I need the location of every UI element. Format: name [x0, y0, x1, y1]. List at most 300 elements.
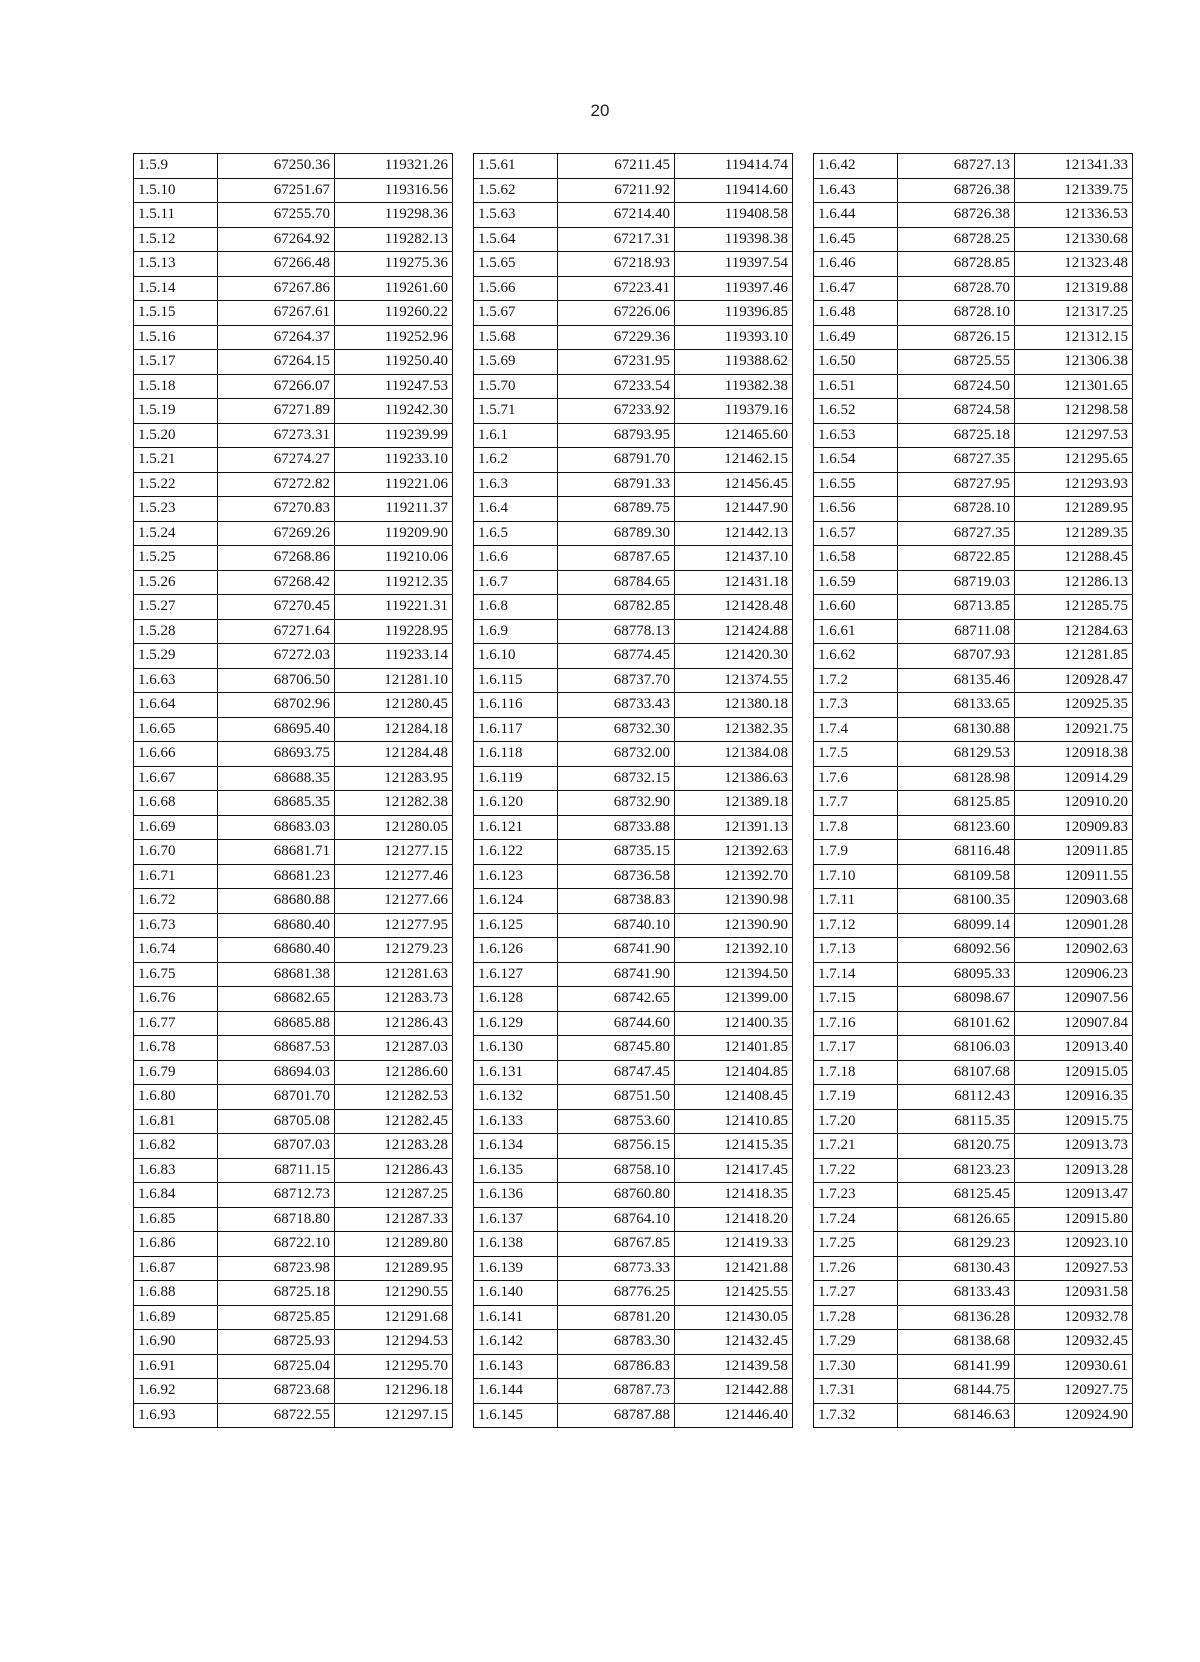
x-coordinate-cell: 68129.23	[898, 1232, 1015, 1257]
y-coordinate-cell: 121336.53	[1015, 203, 1133, 228]
point-id-cell: 1.6.117	[474, 717, 558, 742]
x-coordinate-cell: 67272.03	[218, 644, 335, 669]
table-row	[474, 546, 793, 571]
y-coordinate-cell: 119393.10	[675, 325, 793, 350]
x-coordinate-cell: 68146.63	[898, 1403, 1015, 1428]
point-id-cell: 1.6.91	[134, 1354, 218, 1379]
y-coordinate-cell: 120918.38	[1015, 742, 1133, 767]
x-coordinate-cell: 68725.18	[218, 1281, 335, 1306]
coordinate-table-1	[133, 153, 453, 1428]
point-id-cell: 1.6.66	[134, 742, 218, 767]
y-coordinate-cell: 120913.47	[1015, 1183, 1133, 1208]
x-coordinate-cell: 68136.28	[898, 1305, 1015, 1330]
point-id-cell: 1.7.20	[814, 1109, 898, 1134]
point-id-cell: 1.6.123	[474, 864, 558, 889]
point-id-cell: 1.5.63	[474, 203, 558, 228]
table-row	[474, 252, 793, 277]
table-row	[474, 791, 793, 816]
x-coordinate-cell: 68123.60	[898, 815, 1015, 840]
x-coordinate-cell: 68133.43	[898, 1281, 1015, 1306]
y-coordinate-cell: 121404.85	[675, 1060, 793, 1085]
x-coordinate-cell: 68135.46	[898, 668, 1015, 693]
x-coordinate-cell: 67271.64	[218, 619, 335, 644]
table-row	[134, 1305, 453, 1330]
point-id-cell: 1.6.127	[474, 962, 558, 987]
y-coordinate-cell: 121382.35	[675, 717, 793, 742]
point-id-cell: 1.7.3	[814, 693, 898, 718]
x-coordinate-cell: 67268.86	[218, 546, 335, 571]
y-coordinate-cell: 121297.53	[1015, 423, 1133, 448]
table-row	[134, 423, 453, 448]
y-coordinate-cell: 119282.13	[335, 227, 453, 252]
x-coordinate-cell: 67217.31	[558, 227, 675, 252]
point-id-cell: 1.6.72	[134, 889, 218, 914]
y-coordinate-cell: 119210.06	[335, 546, 453, 571]
point-id-cell: 1.6.136	[474, 1183, 558, 1208]
table-row	[134, 1207, 453, 1232]
point-id-cell: 1.6.51	[814, 374, 898, 399]
x-coordinate-cell: 68735.15	[558, 840, 675, 865]
x-coordinate-cell: 67267.86	[218, 276, 335, 301]
x-coordinate-cell: 68680.40	[218, 913, 335, 938]
table-row	[134, 497, 453, 522]
point-id-cell: 1.7.14	[814, 962, 898, 987]
y-coordinate-cell: 120906.23	[1015, 962, 1133, 987]
point-id-cell: 1.5.65	[474, 252, 558, 277]
x-coordinate-cell: 68789.75	[558, 497, 675, 522]
point-id-cell: 1.6.84	[134, 1183, 218, 1208]
point-id-cell: 1.5.9	[134, 154, 218, 179]
x-coordinate-cell: 68719.03	[898, 570, 1015, 595]
x-coordinate-cell: 68705.08	[218, 1109, 335, 1134]
y-coordinate-cell: 121442.88	[675, 1379, 793, 1404]
x-coordinate-cell: 67272.82	[218, 472, 335, 497]
table-row	[814, 497, 1133, 522]
x-coordinate-cell: 67255.70	[218, 203, 335, 228]
point-id-cell: 1.6.131	[474, 1060, 558, 1085]
y-coordinate-cell: 121418.35	[675, 1183, 793, 1208]
y-coordinate-cell: 120903.68	[1015, 889, 1133, 914]
table-row	[814, 1403, 1133, 1428]
table-row	[814, 693, 1133, 718]
y-coordinate-cell: 121284.63	[1015, 619, 1133, 644]
table-row	[814, 619, 1133, 644]
point-id-cell: 1.6.45	[814, 227, 898, 252]
y-coordinate-cell: 119211.37	[335, 497, 453, 522]
x-coordinate-cell: 68747.45	[558, 1060, 675, 1085]
y-coordinate-cell: 119321.26	[335, 154, 453, 179]
x-coordinate-cell: 68694.03	[218, 1060, 335, 1085]
table-row	[814, 864, 1133, 889]
point-id-cell: 1.5.25	[134, 546, 218, 571]
y-coordinate-cell: 121400.35	[675, 1011, 793, 1036]
table-row	[474, 1134, 793, 1159]
table-row	[134, 1232, 453, 1257]
y-coordinate-cell: 120921.75	[1015, 717, 1133, 742]
table-row	[134, 815, 453, 840]
y-coordinate-cell: 119414.74	[675, 154, 793, 179]
y-coordinate-cell: 121419.33	[675, 1232, 793, 1257]
x-coordinate-cell: 68776.25	[558, 1281, 675, 1306]
point-id-cell: 1.6.43	[814, 178, 898, 203]
y-coordinate-cell: 120909.83	[1015, 815, 1133, 840]
table-row	[474, 864, 793, 889]
point-id-cell: 1.7.27	[814, 1281, 898, 1306]
table-row	[474, 840, 793, 865]
coordinate-table-3	[813, 153, 1133, 1428]
y-coordinate-cell: 121442.13	[675, 521, 793, 546]
y-coordinate-cell: 121319.88	[1015, 276, 1133, 301]
table-row	[134, 1403, 453, 1428]
table-row	[134, 668, 453, 693]
table-row	[814, 1281, 1133, 1306]
table-row	[474, 962, 793, 987]
point-id-cell: 1.6.89	[134, 1305, 218, 1330]
point-id-cell: 1.6.118	[474, 742, 558, 767]
y-coordinate-cell: 120901.28	[1015, 913, 1133, 938]
y-coordinate-cell: 121282.45	[335, 1109, 453, 1134]
y-coordinate-cell: 121447.90	[675, 497, 793, 522]
table-row	[134, 203, 453, 228]
point-id-cell: 1.6.3	[474, 472, 558, 497]
y-coordinate-cell: 121290.55	[335, 1281, 453, 1306]
table-row	[814, 717, 1133, 742]
y-coordinate-cell: 120907.84	[1015, 1011, 1133, 1036]
table-row	[814, 1011, 1133, 1036]
x-coordinate-cell: 68728.10	[898, 301, 1015, 326]
x-coordinate-cell: 67267.61	[218, 301, 335, 326]
y-coordinate-cell: 121323.48	[1015, 252, 1133, 277]
y-coordinate-cell: 121285.75	[1015, 595, 1133, 620]
y-coordinate-cell: 121295.70	[335, 1354, 453, 1379]
x-coordinate-cell: 68693.75	[218, 742, 335, 767]
table-row	[134, 399, 453, 424]
y-coordinate-cell: 119379.16	[675, 399, 793, 424]
y-coordinate-cell: 121425.55	[675, 1281, 793, 1306]
table-row	[474, 497, 793, 522]
x-coordinate-cell: 68727.95	[898, 472, 1015, 497]
table-row	[474, 644, 793, 669]
table-row	[134, 472, 453, 497]
x-coordinate-cell: 68681.23	[218, 864, 335, 889]
x-coordinate-cell: 68744.60	[558, 1011, 675, 1036]
y-coordinate-cell: 119228.95	[335, 619, 453, 644]
table-row	[474, 1109, 793, 1134]
point-id-cell: 1.5.13	[134, 252, 218, 277]
point-id-cell: 1.6.56	[814, 497, 898, 522]
point-id-cell: 1.5.23	[134, 497, 218, 522]
y-coordinate-cell: 120915.05	[1015, 1060, 1133, 1085]
point-id-cell: 1.6.134	[474, 1134, 558, 1159]
x-coordinate-cell: 68712.73	[218, 1183, 335, 1208]
x-coordinate-cell: 68718.80	[218, 1207, 335, 1232]
y-coordinate-cell: 121289.35	[1015, 521, 1133, 546]
point-id-cell: 1.6.68	[134, 791, 218, 816]
table-row	[474, 1207, 793, 1232]
point-id-cell: 1.6.9	[474, 619, 558, 644]
y-coordinate-cell: 121317.25	[1015, 301, 1133, 326]
point-id-cell: 1.7.17	[814, 1036, 898, 1061]
point-id-cell: 1.6.93	[134, 1403, 218, 1428]
x-coordinate-cell: 68680.88	[218, 889, 335, 914]
x-coordinate-cell: 67211.45	[558, 154, 675, 179]
point-id-cell: 1.6.92	[134, 1379, 218, 1404]
y-coordinate-cell: 121456.45	[675, 472, 793, 497]
point-id-cell: 1.5.61	[474, 154, 558, 179]
y-coordinate-cell: 121291.68	[335, 1305, 453, 1330]
y-coordinate-cell: 121410.85	[675, 1109, 793, 1134]
table-row	[474, 938, 793, 963]
table-row	[474, 423, 793, 448]
x-coordinate-cell: 67266.48	[218, 252, 335, 277]
x-coordinate-cell: 68130.43	[898, 1256, 1015, 1281]
point-id-cell: 1.5.70	[474, 374, 558, 399]
y-coordinate-cell: 120931.58	[1015, 1281, 1133, 1306]
point-id-cell: 1.6.90	[134, 1330, 218, 1355]
x-coordinate-cell: 68130.88	[898, 717, 1015, 742]
table-row	[134, 448, 453, 473]
y-coordinate-cell: 120923.10	[1015, 1232, 1133, 1257]
x-coordinate-cell: 68756.15	[558, 1134, 675, 1159]
x-coordinate-cell: 67251.67	[218, 178, 335, 203]
x-coordinate-cell: 68727.35	[898, 521, 1015, 546]
y-coordinate-cell: 121446.40	[675, 1403, 793, 1428]
y-coordinate-cell: 121431.18	[675, 570, 793, 595]
y-coordinate-cell: 121286.43	[335, 1011, 453, 1036]
x-coordinate-cell: 68125.85	[898, 791, 1015, 816]
x-coordinate-cell: 68722.55	[218, 1403, 335, 1428]
table-row	[134, 791, 453, 816]
point-id-cell: 1.7.24	[814, 1207, 898, 1232]
x-coordinate-cell: 68128.98	[898, 766, 1015, 791]
x-coordinate-cell: 67264.37	[218, 325, 335, 350]
y-coordinate-cell: 119388.62	[675, 350, 793, 375]
table-row	[474, 1232, 793, 1257]
x-coordinate-cell: 67233.54	[558, 374, 675, 399]
x-coordinate-cell: 68738.83	[558, 889, 675, 914]
point-id-cell: 1.7.11	[814, 889, 898, 914]
table-row	[134, 350, 453, 375]
y-coordinate-cell: 121297.15	[335, 1403, 453, 1428]
y-coordinate-cell: 120932.78	[1015, 1305, 1133, 1330]
point-id-cell: 1.6.126	[474, 938, 558, 963]
point-id-cell: 1.5.22	[134, 472, 218, 497]
x-coordinate-cell: 68740.10	[558, 913, 675, 938]
x-coordinate-cell: 68741.90	[558, 962, 675, 987]
y-coordinate-cell: 121282.38	[335, 791, 453, 816]
point-id-cell: 1.6.83	[134, 1158, 218, 1183]
y-coordinate-cell: 121339.75	[1015, 178, 1133, 203]
y-coordinate-cell: 119298.36	[335, 203, 453, 228]
point-id-cell: 1.6.2	[474, 448, 558, 473]
table-row	[474, 301, 793, 326]
point-id-cell: 1.6.59	[814, 570, 898, 595]
x-coordinate-cell: 67223.41	[558, 276, 675, 301]
y-coordinate-cell: 121296.18	[335, 1379, 453, 1404]
y-coordinate-cell: 119233.10	[335, 448, 453, 473]
x-coordinate-cell: 68695.40	[218, 717, 335, 742]
point-id-cell: 1.6.79	[134, 1060, 218, 1085]
point-id-cell: 1.6.124	[474, 889, 558, 914]
table-row	[814, 374, 1133, 399]
y-coordinate-cell: 121424.88	[675, 619, 793, 644]
point-id-cell: 1.7.5	[814, 742, 898, 767]
table-row	[134, 840, 453, 865]
y-coordinate-cell: 121280.45	[335, 693, 453, 718]
x-coordinate-cell: 67250.36	[218, 154, 335, 179]
table-row	[134, 693, 453, 718]
x-coordinate-cell: 68123.23	[898, 1158, 1015, 1183]
y-coordinate-cell: 121430.05	[675, 1305, 793, 1330]
y-coordinate-cell: 121289.95	[1015, 497, 1133, 522]
y-coordinate-cell: 121374.55	[675, 668, 793, 693]
table-row	[814, 521, 1133, 546]
table-row	[814, 325, 1133, 350]
y-coordinate-cell: 121277.95	[335, 913, 453, 938]
point-id-cell: 1.6.75	[134, 962, 218, 987]
y-coordinate-cell: 121286.43	[335, 1158, 453, 1183]
point-id-cell: 1.6.44	[814, 203, 898, 228]
table-row	[134, 1256, 453, 1281]
table-row	[474, 1183, 793, 1208]
point-id-cell: 1.5.68	[474, 325, 558, 350]
x-coordinate-cell: 68707.93	[898, 644, 1015, 669]
table-row	[134, 1060, 453, 1085]
x-coordinate-cell: 68725.93	[218, 1330, 335, 1355]
point-id-cell: 1.7.25	[814, 1232, 898, 1257]
point-id-cell: 1.5.71	[474, 399, 558, 424]
y-coordinate-cell: 121439.58	[675, 1354, 793, 1379]
y-coordinate-cell: 119233.14	[335, 644, 453, 669]
x-coordinate-cell: 68125.45	[898, 1183, 1015, 1208]
x-coordinate-cell: 68764.10	[558, 1207, 675, 1232]
y-coordinate-cell: 121462.15	[675, 448, 793, 473]
x-coordinate-cell: 67270.45	[218, 595, 335, 620]
y-coordinate-cell: 121390.98	[675, 889, 793, 914]
point-id-cell: 1.6.49	[814, 325, 898, 350]
table-row	[134, 742, 453, 767]
x-coordinate-cell: 68782.85	[558, 595, 675, 620]
table-row	[474, 619, 793, 644]
point-id-cell: 1.7.13	[814, 938, 898, 963]
point-id-cell: 1.6.133	[474, 1109, 558, 1134]
point-id-cell: 1.7.12	[814, 913, 898, 938]
point-id-cell: 1.6.142	[474, 1330, 558, 1355]
x-coordinate-cell: 67264.15	[218, 350, 335, 375]
point-id-cell: 1.6.71	[134, 864, 218, 889]
point-id-cell: 1.7.16	[814, 1011, 898, 1036]
x-coordinate-cell: 68793.95	[558, 423, 675, 448]
point-id-cell: 1.5.15	[134, 301, 218, 326]
point-id-cell: 1.6.62	[814, 644, 898, 669]
point-id-cell: 1.7.32	[814, 1403, 898, 1428]
table-row	[474, 595, 793, 620]
x-coordinate-cell: 67268.42	[218, 570, 335, 595]
point-id-cell: 1.6.87	[134, 1256, 218, 1281]
table-row	[134, 889, 453, 914]
point-id-cell: 1.6.139	[474, 1256, 558, 1281]
point-id-cell: 1.6.82	[134, 1134, 218, 1159]
y-coordinate-cell: 121287.33	[335, 1207, 453, 1232]
table-row	[474, 693, 793, 718]
table-row	[814, 1305, 1133, 1330]
point-id-cell: 1.6.10	[474, 644, 558, 669]
table-row	[134, 1158, 453, 1183]
table-row	[814, 1379, 1133, 1404]
y-coordinate-cell: 121392.63	[675, 840, 793, 865]
table-row	[134, 1085, 453, 1110]
table-row	[134, 374, 453, 399]
point-id-cell: 1.7.31	[814, 1379, 898, 1404]
y-coordinate-cell: 119247.53	[335, 374, 453, 399]
point-id-cell: 1.6.132	[474, 1085, 558, 1110]
y-coordinate-cell: 121293.93	[1015, 472, 1133, 497]
y-coordinate-cell: 121287.25	[335, 1183, 453, 1208]
x-coordinate-cell: 68713.85	[898, 595, 1015, 620]
x-coordinate-cell: 68727.13	[898, 154, 1015, 179]
table-row	[134, 1011, 453, 1036]
x-coordinate-cell: 68723.68	[218, 1379, 335, 1404]
x-coordinate-cell: 68099.14	[898, 913, 1015, 938]
point-id-cell: 1.6.81	[134, 1109, 218, 1134]
y-coordinate-cell: 120930.61	[1015, 1354, 1133, 1379]
x-coordinate-cell: 68681.38	[218, 962, 335, 987]
table-row	[814, 423, 1133, 448]
point-id-cell: 1.6.78	[134, 1036, 218, 1061]
point-id-cell: 1.5.11	[134, 203, 218, 228]
point-id-cell: 1.6.67	[134, 766, 218, 791]
point-id-cell: 1.7.9	[814, 840, 898, 865]
table-row	[474, 1354, 793, 1379]
y-coordinate-cell: 121306.38	[1015, 350, 1133, 375]
table-row	[134, 1036, 453, 1061]
table-row	[134, 546, 453, 571]
y-coordinate-cell: 119397.54	[675, 252, 793, 277]
table-row	[134, 1330, 453, 1355]
table-row	[134, 766, 453, 791]
x-coordinate-cell: 67211.92	[558, 178, 675, 203]
point-id-cell: 1.6.70	[134, 840, 218, 865]
table-row	[814, 1330, 1133, 1355]
table-row	[814, 154, 1133, 179]
y-coordinate-cell: 121289.95	[335, 1256, 453, 1281]
point-id-cell: 1.6.120	[474, 791, 558, 816]
table-row	[474, 1256, 793, 1281]
point-id-cell: 1.5.18	[134, 374, 218, 399]
table-row	[474, 1011, 793, 1036]
y-coordinate-cell: 120928.47	[1015, 668, 1133, 693]
y-coordinate-cell: 120902.63	[1015, 938, 1133, 963]
y-coordinate-cell: 121394.50	[675, 962, 793, 987]
x-coordinate-cell: 68728.25	[898, 227, 1015, 252]
table-row	[134, 619, 453, 644]
point-id-cell: 1.7.10	[814, 864, 898, 889]
table-row	[814, 570, 1133, 595]
table-row	[474, 154, 793, 179]
y-coordinate-cell: 119408.58	[675, 203, 793, 228]
x-coordinate-cell: 68732.30	[558, 717, 675, 742]
y-coordinate-cell: 121341.33	[1015, 154, 1133, 179]
table-row	[814, 546, 1133, 571]
point-id-cell: 1.5.66	[474, 276, 558, 301]
x-coordinate-cell: 68728.70	[898, 276, 1015, 301]
x-coordinate-cell: 68116.48	[898, 840, 1015, 865]
table-row	[814, 1109, 1133, 1134]
x-coordinate-cell: 68098.67	[898, 987, 1015, 1012]
table-row	[474, 1305, 793, 1330]
point-id-cell: 1.6.5	[474, 521, 558, 546]
y-coordinate-cell: 119260.22	[335, 301, 453, 326]
